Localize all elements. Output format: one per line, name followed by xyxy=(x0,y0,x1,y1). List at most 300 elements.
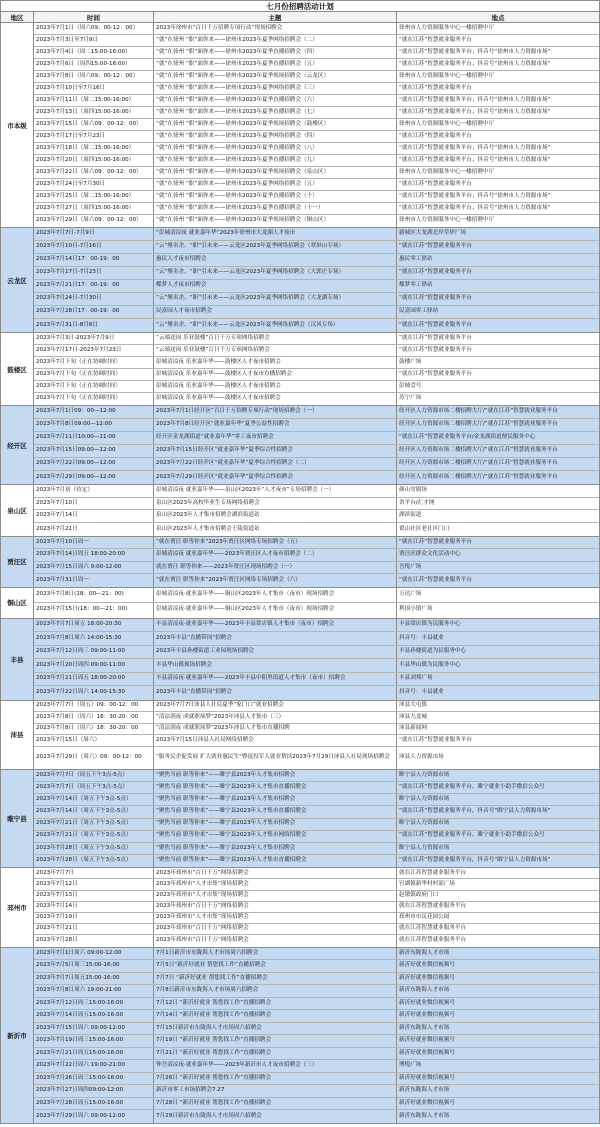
time-text: 2023年7月17日-7月23日 xyxy=(36,269,102,276)
place-text: 就在江苏智慧就业服务平台 xyxy=(399,925,467,932)
region-name: 泉山区 xyxy=(7,506,27,515)
place-text: 新沂东陇海人才市场 xyxy=(399,1087,450,1094)
time-text: 2023年7月7日 xyxy=(36,869,75,876)
theme-text: “就”在徐州 “职”面你来——徐州市2023年夏季直播招聘会（四） xyxy=(156,48,318,55)
place-text: 新沂好就业微信视频号 xyxy=(399,974,455,981)
theme-cell xyxy=(154,998,397,1010)
time-text: 2023年7月21日（周五下午3点-5点） xyxy=(36,832,132,839)
theme-cell xyxy=(154,381,397,392)
theme-cell xyxy=(154,794,397,805)
theme-text: 钟吾清凉夜·就业嘉年华——2023年新沂市人才夜市招聘会（三） xyxy=(156,1062,318,1069)
place-text: 沛县人力资源市场 xyxy=(399,753,444,760)
time-cell xyxy=(34,432,154,444)
place-cell xyxy=(397,419,599,431)
time-cell xyxy=(34,83,154,94)
table-row xyxy=(34,646,599,660)
time-text: 2023年7月15日09:00—12:00 xyxy=(36,447,116,454)
place-text: 就在江苏智慧就业服务平台 xyxy=(399,869,467,876)
time-text: 2023年7月15日（周六） xyxy=(36,736,101,743)
place-cell xyxy=(397,712,599,723)
theme-text: 2023年7月15日沛县人社局网络招聘会 xyxy=(156,736,254,743)
place-text: “就在江苏”智慧就业服务平台；抖音号“徐州市人力资源市场” xyxy=(399,60,551,67)
table-row xyxy=(34,770,599,782)
time-cell xyxy=(34,747,154,769)
theme-text: “彭城清凉夜 就业嘉年华”2023年徐州市大龙湖人才夜市 xyxy=(156,230,296,237)
table-row xyxy=(34,71,599,83)
theme-cell xyxy=(154,241,397,253)
place-cell xyxy=(397,319,599,332)
theme-cell xyxy=(154,735,397,746)
theme-text: “云端送岗 乐业鼓楼”百日千万专项网络招聘会 xyxy=(156,346,270,353)
place-text: 睢宁县人力资源市场 xyxy=(399,844,450,851)
place-text: 新沂好就业微信视频号 xyxy=(399,962,455,969)
theme-text: “聚焦当前 职等你来”——睢宁县2023年人才集市招聘会 xyxy=(156,795,296,802)
section-rows xyxy=(34,406,599,484)
table-row xyxy=(34,59,599,71)
place-text: 徐州市人力资源服务中心一楼招聘中厅 xyxy=(399,217,495,224)
place-text: 赵墩镇政府门口 xyxy=(399,891,439,898)
place-cell xyxy=(397,406,599,418)
time-text: 2023年7月20日（周四15:00-16:00） xyxy=(36,156,135,163)
theme-cell xyxy=(154,471,397,484)
table-row xyxy=(34,369,599,381)
place-text: 经开区人力资源市场二楼招聘大厅/“就在江苏”智慧就业服务平台 xyxy=(399,447,558,454)
theme-cell xyxy=(154,357,397,368)
time-cell xyxy=(34,95,154,106)
time-text: 2023年7月22日周六 14:00-15:30 xyxy=(36,689,125,696)
time-cell xyxy=(34,1085,154,1097)
time-cell xyxy=(34,686,154,700)
time-cell xyxy=(34,537,154,549)
place-cell xyxy=(397,913,599,923)
place-cell xyxy=(397,855,599,867)
time-cell xyxy=(34,735,154,746)
place-text: “就在江苏”智慧就业服务平台；抖音号“徐州市人力资源市场” xyxy=(399,48,551,55)
time-text: 2023年7月8日周六 19:00-21:00 xyxy=(36,987,122,994)
theme-text: “就”在徐州 “职”面你来——徐州市2023年夏季直播招聘会（七） xyxy=(156,108,318,115)
theme-text: 民富园人才夜市招聘会 xyxy=(156,308,212,315)
table-row xyxy=(34,203,599,215)
time-cell xyxy=(34,71,154,82)
table-row xyxy=(34,686,599,700)
theme-cell xyxy=(154,35,397,46)
time-cell xyxy=(34,855,154,867)
table-row xyxy=(34,306,599,319)
place-cell xyxy=(397,701,599,712)
table-row xyxy=(34,293,599,306)
time-text: 2023年7月14日周五15:00-16:00 xyxy=(36,1012,124,1019)
theme-text: 7月29日新沂市东陇海人才市场周六招聘会 xyxy=(156,1112,262,1119)
place-cell xyxy=(397,659,599,672)
place-cell xyxy=(397,523,599,536)
theme-text: “聚焦当前 职等你来”——睢宁县2023年人才集市招聘会 xyxy=(156,771,296,778)
theme-cell xyxy=(154,902,397,912)
time-text: 2023年7月5日周三15:00-16:00 xyxy=(36,962,120,969)
place-text: 博悦广场 xyxy=(399,1062,422,1069)
theme-cell xyxy=(154,1035,397,1047)
place-cell xyxy=(397,155,599,166)
theme-cell xyxy=(154,215,397,227)
theme-cell xyxy=(154,406,397,418)
theme-text: 7月12日 “新沂好就业 帮您找工作”直播招聘会 xyxy=(156,999,272,1006)
theme-cell xyxy=(154,948,397,960)
place-cell xyxy=(397,562,599,574)
place-text: 经开区人力资源市场二楼招聘大厅/“就在江苏”智慧就业服务平台 xyxy=(399,408,558,415)
theme-text: 7月21日 “新沂好就业 帮您找工作”直播招聘会 xyxy=(156,1049,272,1056)
theme-cell xyxy=(154,673,397,686)
place-text: 经开区人力资源市场二楼招聘大厅/“就在江苏”智慧就业服务平台 xyxy=(399,421,558,428)
theme-cell xyxy=(154,191,397,202)
place-text: 新沂东陇海人才市场 xyxy=(399,987,450,994)
table-row xyxy=(34,794,599,806)
place-cell xyxy=(397,345,599,356)
place-cell xyxy=(397,935,599,946)
time-text: 2023年7月14日 xyxy=(36,512,78,519)
theme-text: 2023年丰县“直播带岗”招聘会 xyxy=(156,634,232,641)
time-cell xyxy=(34,254,154,266)
theme-text: “聚焦当前 职等你来”——睢宁县2023年人才集市直播招聘会 xyxy=(156,857,307,864)
theme-cell xyxy=(154,985,397,997)
theme-cell xyxy=(154,973,397,985)
theme-text: “云”聚名企、“职”引未来——云龙区2023年夏季网络招聘会（汉风专场） xyxy=(156,321,339,328)
time-cell xyxy=(34,345,154,356)
theme-cell xyxy=(154,659,397,672)
time-text: 2023年7月28日 xyxy=(36,937,78,944)
time-text: 2023年7月29日（周六）09：00-12：00 xyxy=(36,753,142,760)
theme-text: 2023年徐州市“百日千万招聘专项行动”现场招聘会 xyxy=(156,24,283,31)
region-section xyxy=(1,406,599,485)
time-cell xyxy=(34,179,154,190)
time-cell xyxy=(34,107,154,118)
table-row xyxy=(34,831,599,843)
time-text: 2023年7月1日周六 09:00-12:00 xyxy=(36,949,122,956)
place-cell xyxy=(397,458,599,470)
place-text: “就在江苏”智慧就业服务平台 xyxy=(399,538,472,545)
table-row xyxy=(34,819,599,831)
time-text: 2023年7月10日至7月16日 xyxy=(36,84,106,91)
region-section xyxy=(1,23,599,228)
theme-cell xyxy=(154,419,397,431)
theme-text: 7月1日新沂市东陇海人才市场周六招聘会 xyxy=(156,949,259,956)
place-text: 徐州市人力资源服务中心一楼招聘中厅 xyxy=(399,72,495,79)
theme-cell xyxy=(154,891,397,901)
theme-cell xyxy=(154,712,397,723)
table-row xyxy=(34,1110,599,1123)
theme-cell xyxy=(154,71,397,82)
theme-text: “聚焦当前 职等你来”——睢宁县2023年人才集市招聘会 xyxy=(156,844,296,851)
time-text: 2023年7月26日周三15:00-16:00 xyxy=(36,1074,124,1081)
section-rows xyxy=(34,588,599,618)
time-text: 2023年7月29日（周六09：00-12：00） xyxy=(36,217,142,224)
place-cell xyxy=(397,485,599,497)
time-cell xyxy=(34,23,154,34)
time-text: 2023年7月初（待定） xyxy=(36,487,93,494)
time-text: 2023年7月下旬（正在协调时间） xyxy=(36,358,121,365)
section-rows xyxy=(34,228,599,332)
theme-cell xyxy=(154,47,397,58)
table-row xyxy=(34,782,599,794)
time-text: 2023年7月20日周四 09:00-11:00 xyxy=(36,661,125,668)
time-cell xyxy=(34,35,154,46)
time-cell xyxy=(34,603,154,618)
theme-cell xyxy=(154,498,397,510)
section-rows xyxy=(34,948,599,1123)
table-row xyxy=(34,23,599,35)
theme-text: “就”在徐州 “职”面你来——徐州市2023年夏季直播招聘会（六） xyxy=(156,96,318,103)
theme-cell xyxy=(154,267,397,279)
theme-cell xyxy=(154,686,397,700)
time-cell xyxy=(34,1023,154,1035)
region-label xyxy=(1,770,34,868)
region-label xyxy=(1,948,34,1123)
section-rows xyxy=(34,868,599,946)
theme-cell xyxy=(154,167,397,178)
table-row xyxy=(34,924,599,935)
theme-text: 泉山区2023年人才集市招聘会王陵街道站 xyxy=(156,525,260,532)
theme-text: 丰县华山镇现场招聘会 xyxy=(156,661,212,668)
place-text: 抖音号：丰县就业 xyxy=(399,689,444,696)
theme-cell xyxy=(154,1010,397,1022)
time-text: 2023年7月3日至7月9日 xyxy=(36,36,99,43)
time-text: 2023年7月15日周六 09:00-12:00 xyxy=(36,1024,125,1031)
place-text: 丰县刘邦广场 xyxy=(399,675,433,682)
table-row xyxy=(34,254,599,267)
theme-text: “就”在徐州 “职”面你来——徐州市2023年夏季网络招聘会（五） xyxy=(156,180,318,187)
theme-text: “就”在徐州 “职”面你来——徐州市2023年夏季现场招聘会（云龙区） xyxy=(156,72,330,79)
theme-text: “就”在徐州 “职”面你来——徐州市2023年夏季直播招聘会（九） xyxy=(156,156,318,163)
theme-text: 2023年邳州市“百日千万”网络招聘会 xyxy=(156,937,249,944)
theme-cell xyxy=(154,549,397,561)
place-text: “就在江苏”智慧就业服务平台；抖音号“徐州市人力资源市场” xyxy=(399,192,551,199)
region-section xyxy=(1,485,599,537)
time-text: 2023年7月14日17：00-19：00 xyxy=(36,256,120,263)
theme-text: “云”聚名企、“职”引未来——云龙区2023年夏季网络招聘会（大郭庄专场） xyxy=(156,269,345,276)
theme-text: 7月5日“新沂好就业 帮您找工作”直播招聘会 xyxy=(156,962,266,969)
place-text: 丰县华山镇为民服务中心 xyxy=(399,661,461,668)
theme-cell xyxy=(154,306,397,318)
place-text: “就在江苏”智慧就业服务平台 xyxy=(399,321,472,328)
place-cell xyxy=(397,1073,599,1085)
place-cell xyxy=(397,191,599,202)
theme-text: 2023年邳州市“人才市集”现场招聘会 xyxy=(156,880,249,887)
table-row xyxy=(34,913,599,924)
time-cell xyxy=(34,998,154,1010)
theme-text: “就”在徐州 “职”面你来——徐州市2023年夏季直播招聘会（五） xyxy=(156,60,318,67)
theme-text: 7月7日 “新沂好就业 帮您找工作”直播招聘会 xyxy=(156,974,268,981)
time-cell xyxy=(34,393,154,405)
place-cell xyxy=(397,537,599,549)
place-cell xyxy=(397,1110,599,1123)
time-text: 2023年7月3日-2023年7月9日 xyxy=(36,334,115,341)
place-cell xyxy=(397,574,599,587)
theme-text: “就在贾汪 职等你来”2023年贾汪区网络专场招聘会（五） xyxy=(156,538,301,545)
time-cell xyxy=(34,241,154,253)
time-text: 2023年7月22日（周六09：00-12：00） xyxy=(36,168,142,175)
time-cell xyxy=(34,228,154,240)
table-row xyxy=(34,632,599,646)
table-row xyxy=(34,673,599,687)
region-name: 云龙区 xyxy=(7,276,27,285)
theme-text: 彭城清凉夜·就业嘉年华——铜山区2023年人才集市（夜市）现场招聘会 xyxy=(156,606,335,613)
time-cell xyxy=(34,155,154,166)
theme-cell xyxy=(154,1085,397,1097)
time-cell xyxy=(34,619,154,632)
time-text: 2023年7月27日（周四15:00-16:00） xyxy=(36,204,135,211)
theme-cell xyxy=(154,701,397,712)
table-row xyxy=(34,485,599,498)
table-row xyxy=(34,510,599,523)
time-cell xyxy=(34,831,154,842)
place-text: “就在江苏”智慧就业服务平台 xyxy=(399,243,472,250)
table-row xyxy=(34,498,599,511)
theme-text: 丰县清凉夜·就业嘉年华——2023年丰县中阳里街道人才集市（夜市）招聘会 xyxy=(156,675,346,682)
time-cell xyxy=(34,891,154,901)
theme-text: 经开区金龙湖街道“就业嘉年华”零工夜市招聘会 xyxy=(156,434,274,441)
place-text: “就在江苏”智慧就业服务平台、睢宁就业小助手微信公众号 xyxy=(399,832,545,839)
theme-text: “聚焦当前 职等你来”——睢宁县2023年人才集市网络招聘会 xyxy=(156,832,307,839)
place-text: “就在江苏”智慧就业服务平台 xyxy=(399,576,472,583)
place-cell xyxy=(397,95,599,106)
table-row xyxy=(34,406,599,419)
theme-text: 彭城清凉夜 乐业嘉年华——鼓楼区人才夜市招聘会 xyxy=(156,382,281,389)
time-cell xyxy=(34,819,154,830)
place-cell xyxy=(397,549,599,561)
place-cell xyxy=(397,215,599,227)
theme-text: “就在贾汪 职等你来”2023年贾汪区网络专场招聘会（六） xyxy=(156,576,301,583)
place-text: 吾悦广场 xyxy=(399,563,422,570)
place-cell xyxy=(397,998,599,1010)
region-name: 睢宁县 xyxy=(7,815,27,823)
theme-cell xyxy=(154,143,397,154)
theme-text: 7月14日 “新沂好就业 帮您找工作”直播招聘会 xyxy=(156,1012,272,1019)
time-text: 2023年7月28日17：00-19：00 xyxy=(36,308,120,315)
table-row xyxy=(34,228,599,241)
theme-text: 彭城清凉夜 乐业嘉年华——鼓楼区人才夜市招聘会 xyxy=(156,358,281,365)
region-section xyxy=(1,701,599,770)
time-cell xyxy=(34,1035,154,1047)
time-cell xyxy=(34,562,154,574)
place-cell xyxy=(397,747,599,769)
place-text: 睢宁县人力资源市场 xyxy=(399,771,450,778)
place-text: 利国小镇广场 xyxy=(399,606,433,613)
theme-cell xyxy=(154,1110,397,1123)
place-cell xyxy=(397,131,599,142)
time-cell xyxy=(34,406,154,418)
section-rows xyxy=(34,537,599,587)
time-text: 2023年7月17日-2023年7月23日 xyxy=(36,346,122,353)
time-cell xyxy=(34,47,154,58)
region-label xyxy=(1,228,34,332)
theme-cell xyxy=(154,155,397,166)
time-cell xyxy=(34,319,154,332)
time-cell xyxy=(34,143,154,154)
place-text: 省平台/汇才网 xyxy=(399,499,435,506)
theme-text: 2023年邳州市“人才市集”现场招聘会 xyxy=(156,891,249,898)
time-text: 2023年7月8日09:00—12:00 xyxy=(36,421,112,428)
theme-cell xyxy=(154,806,397,817)
time-text: 2023年7月12日周三15:00-16:00 xyxy=(36,999,124,1006)
time-text: 2023年7月10日周一 xyxy=(36,538,89,545)
place-cell xyxy=(397,806,599,817)
place-cell xyxy=(397,23,599,34)
time-text: 2023年7月12日周三 09:00-11:00 xyxy=(36,648,125,655)
time-text: 2023年7月1日（周六09：00-12：00） xyxy=(36,24,139,31)
place-cell xyxy=(397,143,599,154)
theme-text: 2023年邳州市“人才市集”现场招聘会 xyxy=(156,914,249,921)
time-text: 2023年7月28日周五15:00-16:00 xyxy=(36,1099,124,1106)
time-cell xyxy=(34,357,154,368)
table-row xyxy=(34,619,599,633)
theme-cell xyxy=(154,646,397,659)
place-text: “就在江苏”智慧就业服务平台 xyxy=(399,346,472,353)
place-text: “就在江苏”智慧就业服务平台 xyxy=(399,736,472,743)
table-row xyxy=(34,458,599,471)
time-text: 2023年7月28日（周五下午3点-5点） xyxy=(36,844,132,851)
place-text: 蝶梦零工驿站 xyxy=(399,282,433,289)
theme-cell xyxy=(154,619,397,632)
time-cell xyxy=(34,419,154,431)
place-cell xyxy=(397,686,599,700)
time-text: 2023年7月8日（周六09：00-12：00） xyxy=(36,72,139,79)
theme-cell xyxy=(154,432,397,444)
place-cell xyxy=(397,1048,599,1060)
time-text: 2023年7月18日（周二15:00-16:00） xyxy=(36,144,135,151)
time-cell xyxy=(34,333,154,344)
time-cell xyxy=(34,632,154,645)
time-text: 2023年7月22日09:00—12:00 xyxy=(36,460,116,467)
time-text: 2023年7月13日（周四15:00-16:00） xyxy=(36,108,135,115)
place-cell xyxy=(397,369,599,380)
place-cell xyxy=(397,1085,599,1097)
place-text: “就在江苏”智慧就业服务平台 xyxy=(399,269,472,276)
table-row xyxy=(34,1023,599,1036)
table-row xyxy=(34,843,599,855)
place-text: 沛县九龙城 xyxy=(399,713,427,720)
theme-text: 7月8日新沂市东陇海人才市场周六招聘会 xyxy=(156,987,259,994)
table-row xyxy=(34,155,599,167)
table-row xyxy=(34,1010,599,1023)
region-name: 丰县 xyxy=(10,655,24,664)
theme-text: “就”在徐州 “职”面你来——徐州市2023年夏季现场招聘会（鼓楼区） xyxy=(156,120,330,127)
table-row xyxy=(34,985,599,998)
time-cell xyxy=(34,1048,154,1060)
theme-cell xyxy=(154,485,397,497)
theme-text: “聚焦当前 职等你来”——睢宁县2023年人才集市招聘会 xyxy=(156,820,296,827)
table-row xyxy=(34,143,599,155)
column-header-region: 地区 xyxy=(1,12,34,22)
table-row xyxy=(34,432,599,445)
place-text: “就在江苏”智慧就业服务平台；抖音号“徐州市人力资源市场” xyxy=(399,156,551,163)
theme-text: “清凉润夜 成就职场梦”2023年沛县人才集市直播招聘 xyxy=(156,725,290,732)
time-cell xyxy=(34,879,154,889)
time-text: 2023年7月1日09：00—12:00 xyxy=(36,408,116,415)
time-cell xyxy=(34,935,154,946)
theme-text: “就”在徐州 “职”面你来——徐州市2023年夏季直播招聘会（八） xyxy=(156,144,318,151)
place-text: “就在江苏”智慧就业服务平台 xyxy=(399,180,472,187)
theme-cell xyxy=(154,913,397,923)
place-cell xyxy=(397,646,599,659)
time-cell xyxy=(34,306,154,318)
place-text: “就在江苏”智慧就业服务平台 xyxy=(399,370,472,377)
theme-cell xyxy=(154,23,397,34)
table-row xyxy=(34,267,599,280)
time-cell xyxy=(34,510,154,522)
place-text: “就在江苏”智慧就业服务平台；抖音号“徐州市人力资源市场” xyxy=(399,204,551,211)
place-cell xyxy=(397,948,599,960)
region-label xyxy=(1,23,34,227)
time-text: 2023年7月21日周五 18:00-20:00 xyxy=(36,675,125,682)
place-text: “就在江苏”智慧就业服务平台 xyxy=(399,132,472,139)
